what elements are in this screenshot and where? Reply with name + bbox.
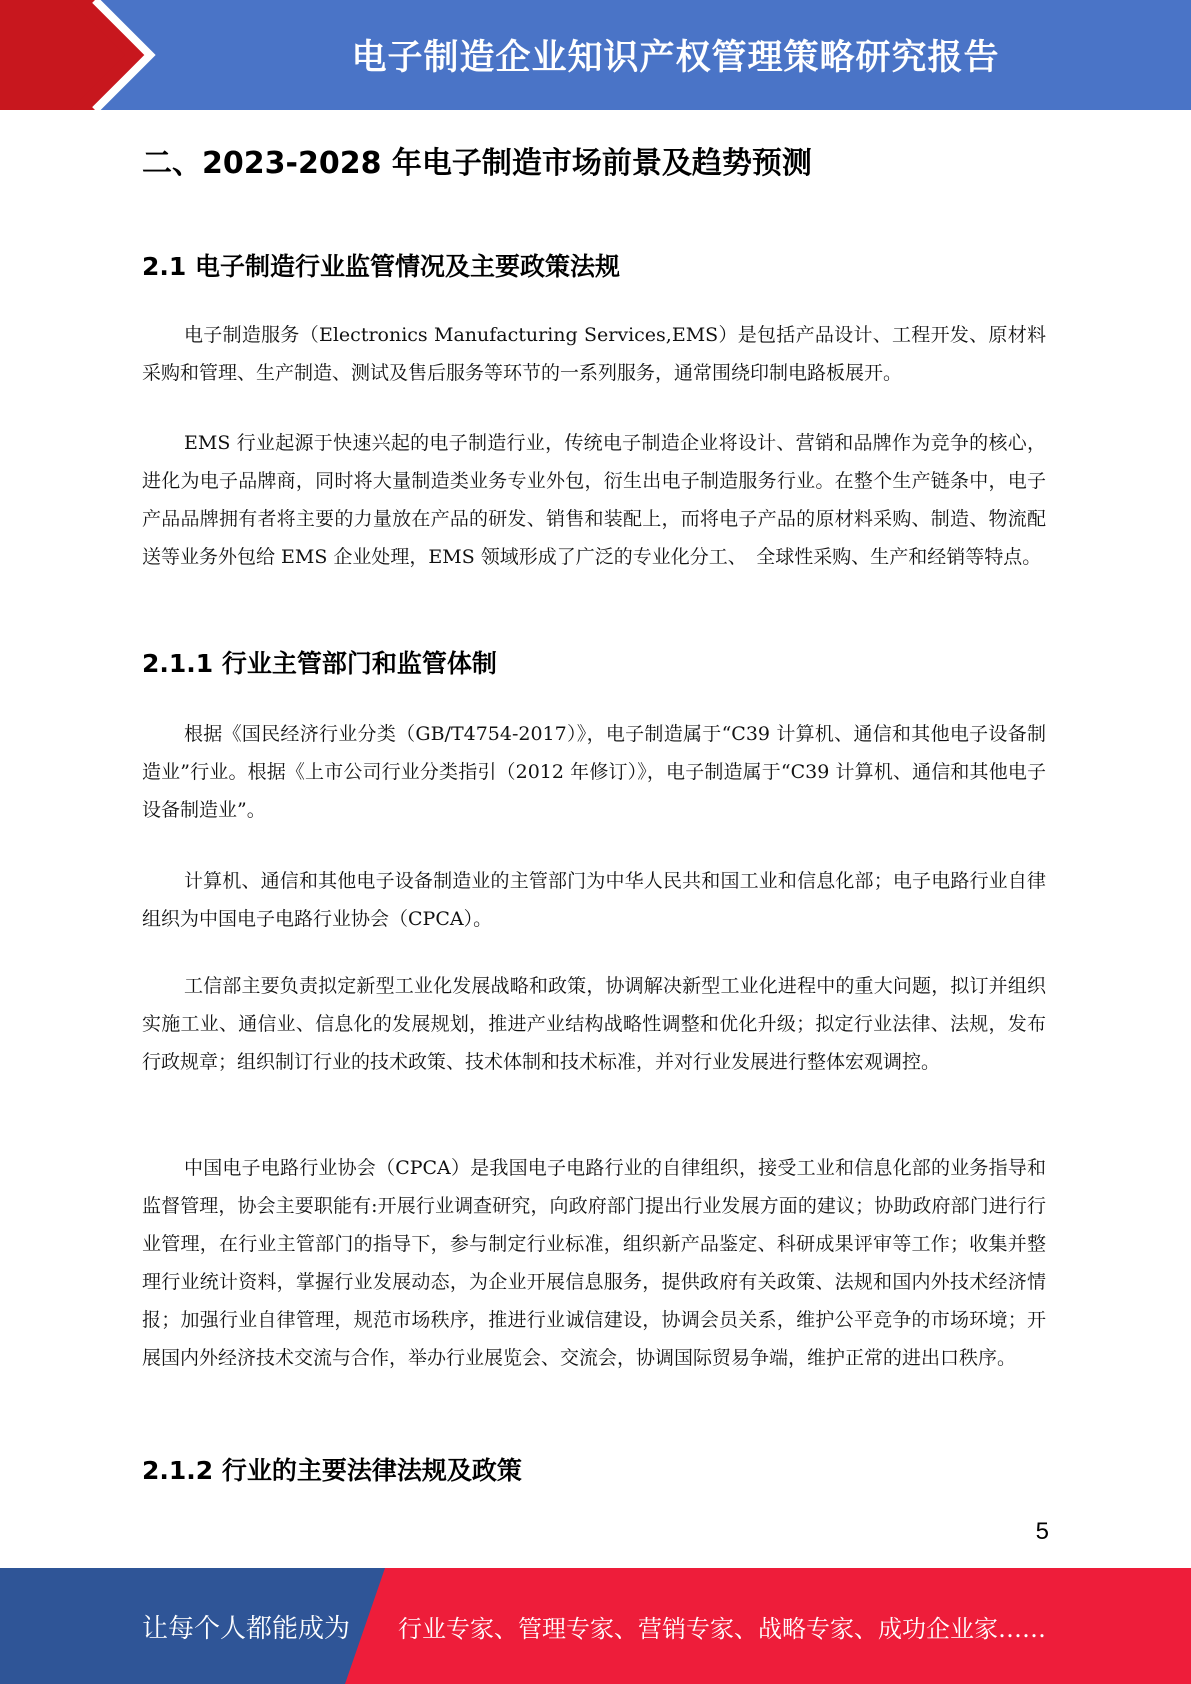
paragraph-cpca-duties: 中国电子电路行业协会（CPCA）是我国电子电路行业的自律组织，接受工业和信息化部的业务指导和监督管理，协会主要职能有:开展行业调查研究，向政府部门提出行业发展方面的建议；协助政府部门进行行业管理，在行业主管部门的指导下，参与制定行业标准，组织新产品鉴定、科研成果评审等工作；收集并整理行业统计资料，掌握行业发展动态，为企业开展信息服务，提供政府有关政策、法规和国内外技术经济情报；加强行业自律管理，规范市场秩序，推进行业诚信建设，协调会员关系，维护公平竞争的市场环境；开展国内外经济技术交流与合作，举办行业展览会、交流会，协调国际贸易争端，维护正常的进出口秩序。 xyxy=(142,1157,1046,1369)
paragraph-ems-definition: 电子制造服务（Electronics Manufacturing Services,EMS）是包括产品设计、工程开发、原材料采购和管理、生产制造、测试及售后服务等环节的一系列服务，通常围绕印制电路板展开。 xyxy=(142,324,1046,384)
section-heading-2-1-1: 2.1.1 行业主管部门和监管体制 xyxy=(142,649,497,678)
footer-slogan-left: 让每个人都能成为 xyxy=(142,1613,351,1644)
paragraph-industry-classification: 根据《国民经济行业分类（GB/T4754-2017）》，电子制造属于“C39 计算机、通信和其他电子设备制造业”行业。根据《上市公司行业分类指引（2012 年修订）》，电子制造属于“C39 计算机、通信和其他电子设备制造业”。 xyxy=(142,723,1046,821)
paragraph-miit-duties: 工信部主要负责拟定新型工业化发展战略和政策，协调解决新型工业化进程中的重大问题，拟订并组织实施工业、通信业、信息化的发展规划，推进产业结构战略性调整和优化升级；拟定行业法律、法规，发布行政规章；组织制订行业的技术政策、技术体制和技术标准，并对行业发展进行整体宏观调控。 xyxy=(142,975,1046,1073)
paragraph-ems-origin: EMS 行业起源于快速兴起的电子制造行业，传统电子制造企业将设计、营销和品牌作为竞争的核心，进化为电子品牌商，同时将大量制造类业务专业外包，衍生出电子制造服务行业。在整个生产链条中，电子产品品牌拥有者将主要的力量放在产品的研发、销售和装配上，而将电子产品的原材料采购、制造、物流配送等业务外包给 EMS 企业处理，EMS 领域形成了广泛的专业化分工、 全球性采购、生产和经销等特点。 xyxy=(142,432,1046,568)
paragraph-regulator: 计算机、通信和其他电子设备制造业的主管部门为中华人民共和国工业和信息化部；电子电路行业自律组织为中国电子电路行业协会（CPCA）。 xyxy=(142,870,1046,930)
chapter-heading: 二、2023-2028 年电子制造市场前景及趋势预测 xyxy=(142,146,812,181)
section-heading-2-1: 2.1 电子制造行业监管情况及主要政策法规 xyxy=(142,252,620,281)
footer-slogan-right: 行业专家、管理专家、营销专家、战略专家、成功企业家…… xyxy=(398,1614,1046,1643)
page-number: 5 xyxy=(1035,1518,1049,1545)
section-heading-2-1-2: 2.1.2 行业的主要法律法规及政策 xyxy=(142,1456,522,1485)
header-banner xyxy=(0,0,1191,110)
footer-banner xyxy=(0,1568,1191,1684)
report-title: 电子制造企业知识产权管理策略研究报告 xyxy=(351,38,1000,78)
